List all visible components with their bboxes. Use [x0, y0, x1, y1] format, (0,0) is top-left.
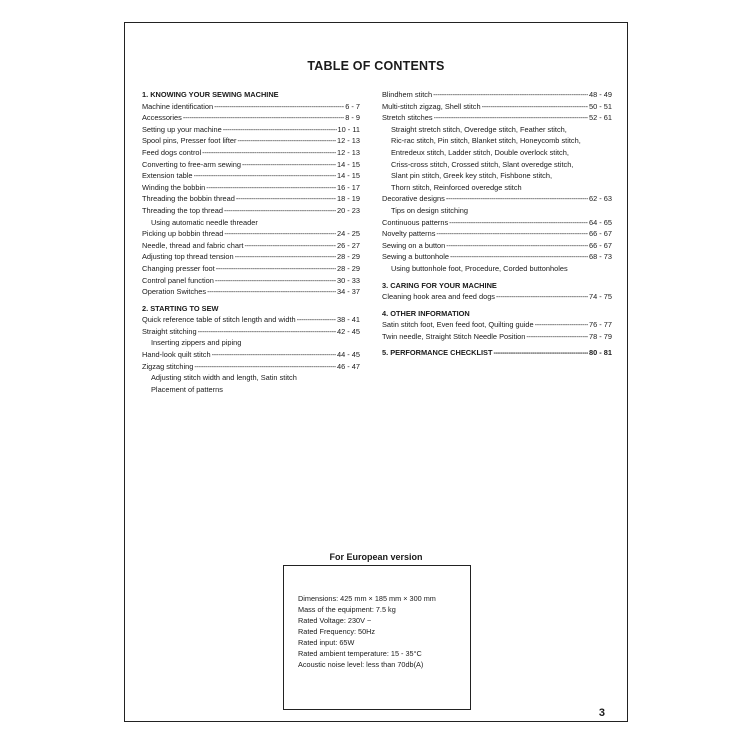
- toc-leader-dots: [206, 182, 336, 194]
- toc-entry: [142, 170, 360, 182]
- toc-entry-label: Converting to free-arm sewing: [142, 159, 241, 169]
- toc-leader-dots: [297, 314, 336, 326]
- spec-line: Rated ambient temperature: 15 - 35°C: [298, 649, 422, 658]
- toc-leader-dots: [493, 347, 588, 359]
- toc-page-range: 14 - 15: [336, 159, 360, 169]
- toc-entry: [142, 101, 360, 113]
- toc-leader-dots: [194, 170, 336, 182]
- toc-entry: [382, 228, 612, 240]
- toc-entry-label: Cleaning hook area and feed dogs: [382, 292, 495, 302]
- toc-page-range: 80 - 81: [588, 348, 612, 358]
- spec-line: Rated Frequency: 50Hz: [298, 627, 376, 636]
- toc-page-range: 64 - 65: [588, 217, 612, 227]
- toc-subentry: Criss-cross stitch, Crossed stitch, Slant overedge stitch,: [391, 159, 574, 169]
- toc-page-range: 74 - 75: [588, 292, 612, 302]
- toc-page-range: 66 - 67: [588, 229, 612, 239]
- toc-entry: [382, 112, 612, 124]
- toc-entry: [142, 361, 360, 373]
- toc-leader-dots: [237, 135, 336, 147]
- toc-page-range: 46 - 47: [336, 361, 360, 371]
- toc-page-range: 50 - 51: [588, 101, 612, 111]
- toc-entry-label: Novelty patterns: [382, 229, 436, 239]
- toc-entry-label: Setting up your machine: [142, 124, 222, 134]
- toc-page-range: 26 - 27: [336, 240, 360, 250]
- toc-entry: [382, 251, 612, 263]
- toc-page-range: 8 - 9: [345, 113, 360, 123]
- toc-entry-label: Needle, thread and fabric chart: [142, 240, 244, 250]
- toc-page-range: 62 - 63: [588, 194, 612, 204]
- toc-entry: [382, 217, 612, 229]
- toc-entry-label: Threading the bobbin thread: [142, 194, 235, 204]
- toc-subentry: Using buttonhole foot, Procedure, Corded buttonholes: [391, 263, 568, 273]
- toc-leader-dots: [434, 112, 588, 124]
- toc-entry-label: Sewing on a button: [382, 240, 446, 250]
- toc-subentry: Tips on design stitching: [391, 205, 468, 215]
- toc-entry: [382, 319, 612, 331]
- toc-leader-dots: [236, 193, 336, 205]
- toc-subentry: Entredeux stitch, Ladder stitch, Double overlock stitch,: [391, 147, 569, 157]
- toc-page-range: 42 - 45: [336, 326, 360, 336]
- spec-line: Rated Voltage: 230V ~: [298, 616, 372, 625]
- page-title: TABLE OF CONTENTS: [307, 59, 445, 73]
- toc-leader-dots: [433, 89, 588, 101]
- toc-section-heading: [382, 347, 612, 359]
- toc-entry: [142, 159, 360, 171]
- toc-entry: [382, 291, 612, 303]
- toc-left-column: [142, 89, 360, 395]
- toc-entry-label: Spool pins, Presser foot lifter: [142, 136, 237, 146]
- toc-subentry: Straight stretch stitch, Overedge stitch, Feather stitch,: [391, 124, 567, 134]
- toc-leader-dots: [242, 159, 336, 171]
- toc-leader-dots: [224, 228, 336, 240]
- toc-page-range: 14 - 15: [336, 171, 360, 181]
- toc-leader-dots: [526, 331, 588, 343]
- toc-entry-label: Machine identification: [142, 101, 214, 111]
- toc-page-range: 38 - 41: [336, 315, 360, 325]
- toc-page-range: 18 - 19: [336, 194, 360, 204]
- toc-page-range: 10 - 11: [337, 124, 360, 134]
- toc-subentry: Adjusting stitch width and length, Satin stitch: [151, 373, 297, 383]
- toc-entry: [142, 326, 360, 338]
- toc-leader-dots: [446, 193, 588, 205]
- toc-entry: [142, 205, 360, 217]
- toc-page-range: 20 - 23: [336, 205, 360, 215]
- toc-entry: [382, 331, 612, 343]
- toc-subentry: Ric-rac stitch, Pin stitch, Blanket stitch, Honeycomb stitch,: [391, 136, 581, 146]
- spec-line: Acoustic noise level: less than 70db(A): [298, 660, 424, 669]
- toc-entry: [382, 101, 612, 113]
- toc-entry-label: Twin needle, Straight Stitch Needle Position: [382, 331, 526, 341]
- toc-page-range: 68 - 73: [588, 252, 612, 262]
- toc-section-heading: 1. KNOWING YOUR SEWING MACHINE: [142, 90, 279, 99]
- toc-page-range: 78 - 79: [588, 331, 612, 341]
- spec-line: Mass of the equipment: 7.5 kg: [298, 605, 396, 614]
- toc-entry-label: Feed dogs control: [142, 147, 202, 157]
- toc-subentry: Slant pin stitch, Greek key stitch, Fishbone stitch,: [391, 171, 553, 181]
- toc-entry: [382, 193, 612, 205]
- toc-entry-label: Multi-stitch zigzag, Shell stitch: [382, 101, 481, 111]
- toc-leader-dots: [449, 217, 588, 229]
- toc-entry-label: Threading the top thread: [142, 205, 223, 215]
- toc-entry-label: Decorative designs: [382, 194, 445, 204]
- european-version-heading: For European version: [329, 552, 423, 562]
- spec-line: Rated input: 65W: [298, 638, 355, 647]
- toc-page-range: 28 - 29: [336, 263, 360, 273]
- toc-leader-dots: [183, 112, 344, 124]
- toc-leader-dots: [482, 101, 588, 113]
- toc-section-title: 5. PERFORMANCE CHECKLIST: [382, 348, 493, 358]
- toc-entry: [382, 89, 612, 101]
- toc-page-range: 52 - 61: [588, 113, 612, 123]
- toc-page-range: 16 - 17: [336, 182, 360, 192]
- toc-entry-label: Winding the bobbin: [142, 182, 206, 192]
- toc-entry-label: Operation Switches: [142, 287, 207, 297]
- toc-entry: [382, 240, 612, 252]
- toc-entry: [142, 263, 360, 275]
- toc-entry-label: Sewing a buttonhole: [382, 252, 449, 262]
- toc-page-range: 48 - 49: [588, 90, 612, 99]
- spec-line: Dimensions: 425 mm × 185 mm × 300 mm: [298, 594, 436, 603]
- toc-leader-dots: [496, 291, 588, 303]
- toc-leader-dots: [436, 228, 588, 240]
- toc-page-range: 66 - 67: [588, 240, 612, 250]
- toc-page-range: 44 - 45: [336, 350, 360, 360]
- toc-entry: [142, 112, 360, 124]
- toc-entry-label: Continuous patterns: [382, 217, 449, 227]
- toc-page-range: 12 - 13: [336, 136, 360, 146]
- toc-entry: [142, 135, 360, 147]
- toc-entry-label: Satin stitch foot, Even feed foot, Quilting guide: [382, 320, 534, 330]
- manual-page: [124, 22, 628, 722]
- toc-leader-dots: [450, 251, 588, 263]
- toc-section-heading: 3. CARING FOR YOUR MACHINE: [382, 280, 497, 290]
- toc-subentry: Thorn stitch, Reinforced overedge stitch: [391, 182, 522, 192]
- specifications-box: [283, 565, 471, 710]
- toc-leader-dots: [198, 326, 336, 338]
- toc-entry: [142, 182, 360, 194]
- toc-entry: [142, 251, 360, 263]
- specifications-list: [298, 593, 436, 670]
- toc-section-heading: 4. OTHER INFORMATION: [382, 308, 470, 318]
- toc-leader-dots: [202, 147, 336, 159]
- toc-entry-label: Quick reference table of stitch length and width: [142, 315, 296, 325]
- toc-entry-label: Changing presser foot: [142, 263, 215, 273]
- toc-entry-label: Hand-look quilt stitch: [142, 350, 211, 360]
- toc-entry: [142, 124, 360, 136]
- toc-leader-dots: [194, 361, 336, 373]
- toc-entry-label: Adjusting top thread tension: [142, 252, 234, 262]
- toc-entry-label: Control panel function: [142, 275, 214, 285]
- toc-subentry: Inserting zippers and piping: [151, 338, 242, 348]
- toc-entry: [142, 147, 360, 159]
- toc-entry-label: Extension table: [142, 171, 193, 181]
- toc-entry: [142, 240, 360, 252]
- toc-leader-dots: [223, 124, 337, 136]
- toc-leader-dots: [216, 263, 336, 275]
- toc-right-column: [382, 89, 612, 359]
- toc-page-range: 30 - 33: [336, 275, 360, 285]
- toc-leader-dots: [207, 286, 336, 298]
- toc-leader-dots: [214, 101, 344, 113]
- toc-entry: [142, 349, 360, 361]
- toc-page-range: 12 - 13: [336, 147, 360, 157]
- toc-entry: [142, 228, 360, 240]
- toc-leader-dots: [446, 240, 588, 252]
- toc-leader-dots: [535, 319, 588, 331]
- toc-entry: [142, 275, 360, 287]
- toc-entry: [142, 314, 360, 326]
- toc-section-heading: 2. STARTING TO SEW: [142, 303, 219, 313]
- toc-page-range: 76 - 77: [588, 320, 612, 330]
- toc-entry-label: Stretch stitches: [382, 113, 433, 123]
- toc-entry: [142, 286, 360, 298]
- toc-subentry: Placement of patterns: [151, 384, 223, 394]
- toc-leader-dots: [215, 275, 336, 287]
- toc-page-range: 24 - 25: [336, 229, 360, 239]
- toc-entry-label: Blindhem stitch: [382, 90, 433, 99]
- toc-leader-dots: [235, 251, 336, 263]
- toc-page-range: 28 - 29: [336, 252, 360, 262]
- toc-page-range: 6 - 7: [345, 101, 360, 111]
- toc-entry-label: Accessories: [142, 113, 182, 123]
- page-number: 3: [598, 707, 605, 719]
- toc-entry-label: Straight stitching: [142, 326, 197, 336]
- toc-subentry: Using automatic needle threader: [151, 217, 258, 227]
- toc-entry-label: Picking up bobbin thread: [142, 229, 224, 239]
- toc-page-range: 34 - 37: [336, 287, 360, 297]
- toc-entry-label: Zigzag stitching: [142, 361, 194, 371]
- toc-leader-dots: [244, 240, 336, 252]
- toc-entry: [142, 193, 360, 205]
- toc-leader-dots: [224, 205, 336, 217]
- toc-leader-dots: [212, 349, 336, 361]
